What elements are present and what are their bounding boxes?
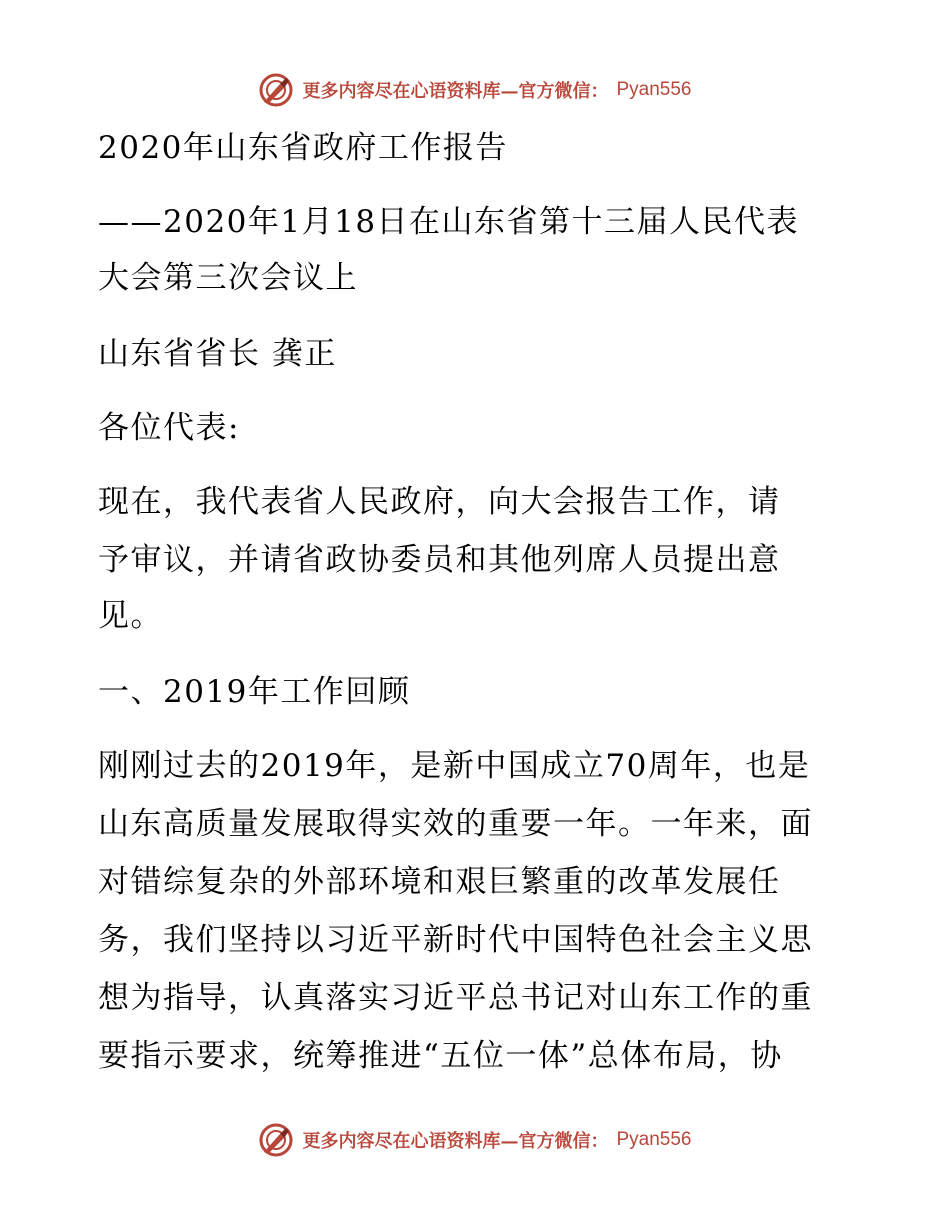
subtitle-line-2: 大会第三次会议上: [98, 260, 358, 296]
subtitle-line-1: ——2020年1月18日在山东省第十三届人民代表: [98, 204, 800, 240]
body-line-5: 想为指导，认真落实习近平总书记对山东工作的重: [98, 980, 813, 1016]
body-line-1: 刚刚过去的2019年，是新中国成立70周年，也是: [98, 748, 811, 784]
pen-logo-icon: [258, 72, 294, 108]
body-line-6: 要指示要求，统筹推进“五位一体”总体布局，协: [98, 1038, 783, 1074]
pen-logo-icon: [258, 1122, 294, 1158]
watermark-wechat-id: Pyan556: [616, 79, 692, 100]
body-line-2: 山东高质量发展取得实效的重要一年。一年来，面: [98, 806, 813, 842]
body-line-4: 务，我们坚持以习近平新时代中国特色社会主义思: [98, 922, 813, 958]
section-heading: 一、2019年工作回顾: [98, 674, 411, 710]
body-line-3: 对错综复杂的外部环境和艰巨繁重的改革发展任: [98, 864, 781, 900]
intro-line-1: 现在，我代表省人民政府，向大会报告工作，请: [98, 484, 781, 520]
footer-watermark: [0, 1118, 950, 1162]
salutation: 各位代表:: [98, 410, 240, 446]
watermark-wechat-id: Pyan556: [616, 1129, 692, 1150]
author-line: 山东省省长 龚正: [98, 336, 337, 372]
document-title: 2020年山东省政府工作报告: [98, 130, 508, 166]
watermark-text: 更多内容尽在心语资料库—官方微信：: [302, 1131, 609, 1152]
watermark-text: 更多内容尽在心语资料库—官方微信：: [302, 81, 609, 102]
intro-line-2: 予审议，并请省政协委员和其他列席人员提出意: [98, 542, 781, 578]
header-watermark: [0, 68, 950, 112]
intro-line-3: 见。: [98, 598, 163, 634]
